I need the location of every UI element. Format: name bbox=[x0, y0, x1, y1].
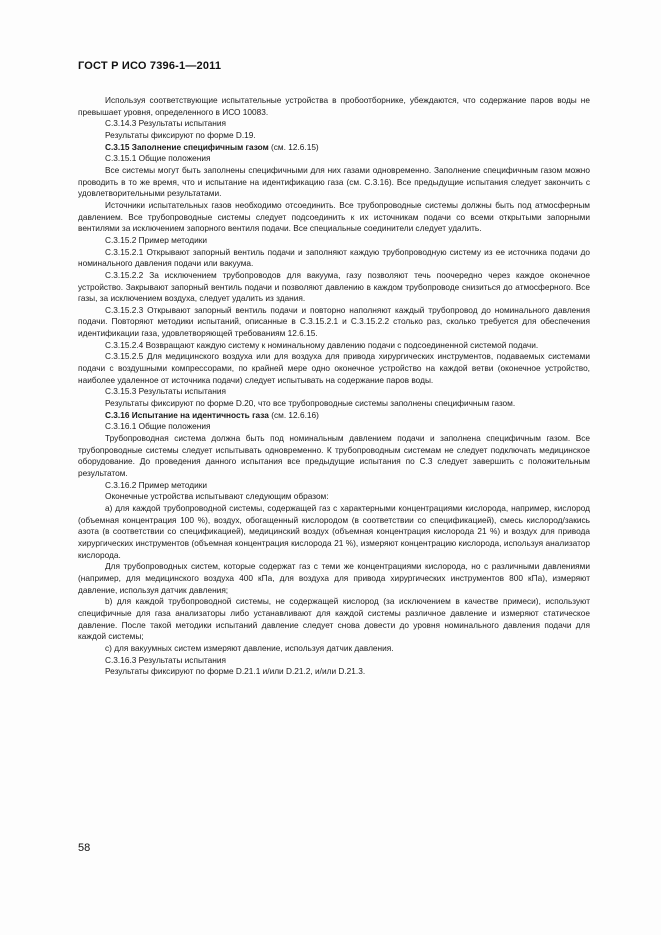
paragraph bbox=[78, 666, 590, 678]
subsection-heading bbox=[78, 386, 590, 398]
paragraph-text: С.3.16.1 Общие положения bbox=[105, 421, 211, 432]
paragraph bbox=[78, 340, 590, 352]
paragraph bbox=[78, 270, 590, 305]
paragraph-text: С.3.15.2.4 Возвращают каждую систему к номинальному давлению подачи с подсоединенной системой подачи. bbox=[105, 339, 539, 350]
paragraph-text: (см. 12.6.16) bbox=[268, 409, 319, 420]
paragraph bbox=[78, 165, 590, 200]
paragraph-text: а) для каждой трубопроводной системы, содержащей газ с характерными концентрациями кислорода, например, кислород (объемная концентрация 100 %), воздух, обогащенный кислородом (в соответствии со спецификацией), смесь кислород/закись азота (в соответствии со спецификацией), медицинский воздух (объемная концентрация кислорода 21 %) и воздух для привода хирургических инструментов (объемная концентрация кислорода 21 %), измеряют концентрацию кислорода, используя анализатор кислорода. bbox=[78, 502, 590, 560]
paragraph-text: Для трубопроводных систем, которые содержат газ с теми же концентрациями кислорода, но с различными давлениями (например, для медицинского воздуха 400 кПа, для воздуха для привода хирургических инструментов 800 кПа), измеряют давление, используя датчик давления; bbox=[78, 561, 590, 595]
paragraph bbox=[78, 130, 590, 142]
paragraph-text: Результаты фиксируют по форме D.20, что все трубопроводные системы заполнены специфичным газом. bbox=[105, 398, 516, 409]
paragraph bbox=[78, 491, 590, 503]
paragraph-text: С.3.16.2 Пример методики bbox=[105, 479, 208, 490]
paragraph-text: Источники испытательных газов необходимо отсоединить. Все трубопроводные системы должны быть под атмосферным давлением. Все трубопроводные системы следует подсоединить к их источникам подачи со всеми открытыми запорными вентилями за исключением запорного вентиля подачи. Все специальные соединители следует удалить. bbox=[78, 199, 590, 234]
paragraph-text: Трубопроводная система должна быть под номинальным давлением подачи и заполнена специфичным газом. Все трубопроводные системы следует испытывать одновременно. К трубопроводным системам не следует подключать медицинское оборудование. До проведения данного испытания все предыдущие испытания по С.3 следует завершить с положительным результатом. bbox=[78, 433, 590, 478]
paragraph-text: С.3.15.2.1 Открывают запорный вентиль подачи и заполняют каждую трубопроводную систему из ее источника подачи до номинального давления подачи или вакуума. bbox=[78, 246, 590, 269]
paragraph-text: с) для вакуумных систем измеряют давление, используя датчик давления. bbox=[105, 642, 394, 653]
subsection-heading bbox=[78, 480, 590, 492]
section-heading bbox=[78, 142, 590, 154]
subsection-heading bbox=[78, 118, 590, 130]
paragraph-text: С.3.14.3 Результаты испытания bbox=[105, 118, 226, 129]
section-heading-bold: С.3.16 Испытание на идентичность газа bbox=[105, 409, 269, 420]
paragraph bbox=[78, 351, 590, 386]
subsection-heading bbox=[78, 655, 590, 667]
list-item bbox=[78, 643, 590, 655]
paragraph-text: С.3.15.2 Пример методики bbox=[105, 234, 208, 245]
paragraph-text: Все системы могут быть заполнены специфичными для них газами одновременно. Заполнение специфичным газом можно проводить в то же время, что и испытание на идентификацию газа (см. С.3.16). Все предыдущие испытания следует закончить с удовлетворительными результатами. bbox=[78, 164, 590, 199]
paragraph-text: b) для каждой трубопроводной системы, не содержащей кислород (за исключением в качестве примеси), используют специфичные для газа анализаторы либо устанавливают для каждой системы различное давление и измеряют статическое давление. После такой методики испытаний давление следует снова довести до уровня номинального давления подачи для каждой системы; bbox=[78, 596, 590, 642]
list-item bbox=[78, 503, 590, 561]
paragraph bbox=[78, 561, 590, 596]
document-body bbox=[78, 95, 590, 678]
paragraph-text: С.3.15.2.2 За исключением трубопроводов для вакуума, газу позволяют течь поочередно через каждое оконечное устройство. Закрывают запорный вентиль подачи и позволяют давлению в каждом трубопроводе снизиться до атмосферного. Все газы, за исключением воздуха, следует удалить из здания. bbox=[78, 269, 590, 304]
paragraph-text: Результаты фиксируют по форме D.21.1 и/или D.21.2, и/или D.21.3. bbox=[105, 666, 366, 677]
paragraph-text: С.3.15.2.3 Открывают запорный вентиль подачи и повторно наполняют каждый трубопровод до номинального давления подачи. Повторяют методики испытаний, описанные в С.3.15.2.1 и С.3.15.2.2 столько раз, сколько требуется для обеспечения идентификации газа, удовлетворяющей требованиям 12.6.15. bbox=[78, 304, 590, 339]
paragraph-text: (см. 12.6.15) bbox=[268, 141, 319, 152]
subsection-heading bbox=[78, 235, 590, 247]
paragraph-text: Результаты фиксируют по форме D.19. bbox=[105, 129, 256, 140]
paragraph-text: Оконечные устройства испытывают следующим образом: bbox=[105, 491, 329, 502]
paragraph bbox=[78, 433, 590, 480]
paragraph bbox=[78, 200, 590, 235]
paragraph-text: С.3.16.3 Результаты испытания bbox=[105, 654, 226, 665]
paragraph-text: С.3.15.1 Общие положения bbox=[105, 153, 211, 164]
list-item bbox=[78, 596, 590, 643]
page-header-title: ГОСТ Р ИСО 7396-1—2011 bbox=[78, 60, 222, 72]
subsection-heading bbox=[78, 421, 590, 433]
paragraph-text: Используя соответствующие испытательные устройства в пробоотборнике, убеждаются, что содержание паров воды не превышает уровня, определенного в ИСО 10083. bbox=[78, 95, 590, 117]
section-heading-bold: С.3.15 Заполнение специфичным газом bbox=[105, 141, 269, 152]
page-number: 58 bbox=[78, 842, 91, 854]
paragraph bbox=[78, 95, 590, 118]
paragraph-text: С.3.15.2.5 Для медицинского воздуха или для воздуха для привода хирургических инструментов, подаваемых системами подачи с воздушными компрессорами, по крайней мере одно оконечное устройство на каждой ветви (оконечное устройство, наиболее удаленное от источника подачи) следует испытывать на содержание паров воды. bbox=[78, 351, 590, 385]
paragraph bbox=[78, 305, 590, 340]
paragraph bbox=[78, 247, 590, 270]
section-heading bbox=[78, 410, 590, 422]
paragraph-text: С.3.15.3 Результаты испытания bbox=[105, 386, 226, 397]
paragraph bbox=[78, 398, 590, 410]
subsection-heading bbox=[78, 153, 590, 165]
